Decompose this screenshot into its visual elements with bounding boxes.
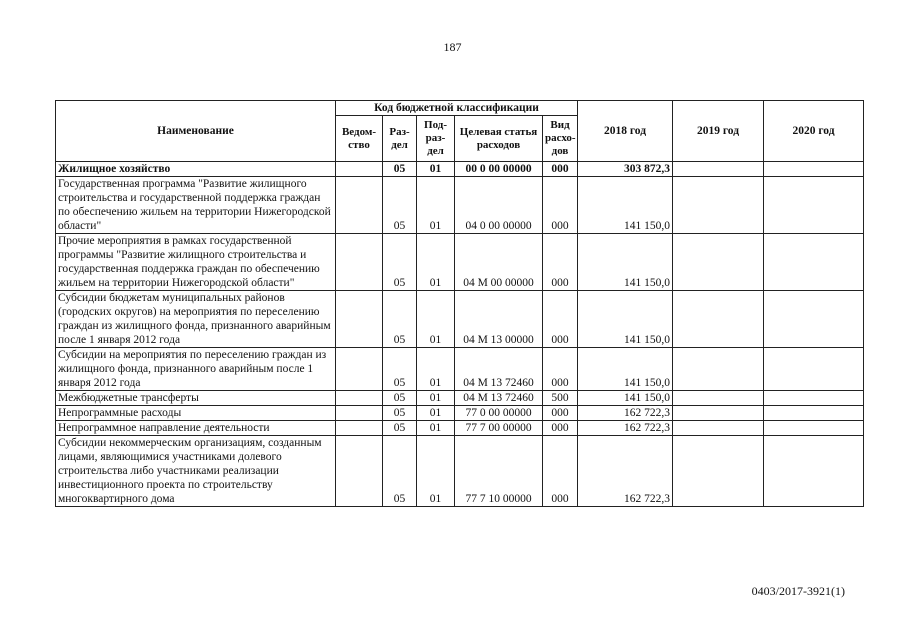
header-expense-type: Вид расхо-дов xyxy=(543,116,578,162)
row-amount-2019 xyxy=(673,177,764,234)
row-department xyxy=(336,421,383,436)
row-amount-2018: 141 150,0 xyxy=(578,391,673,406)
row-amount-2020 xyxy=(764,291,864,348)
row-amount-2020 xyxy=(764,177,864,234)
row-department xyxy=(336,391,383,406)
row-section: 05 xyxy=(383,436,417,507)
row-subsection: 01 xyxy=(417,391,455,406)
row-name: Непрограммные расходы xyxy=(56,406,336,421)
row-amount-2019 xyxy=(673,421,764,436)
row-section: 05 xyxy=(383,391,417,406)
table-row xyxy=(56,391,864,406)
row-amount-2020 xyxy=(764,162,864,177)
row-amount-2018: 141 150,0 xyxy=(578,177,673,234)
table-row xyxy=(56,291,864,348)
budget-table xyxy=(55,100,864,507)
row-section: 05 xyxy=(383,177,417,234)
row-department xyxy=(336,234,383,291)
row-amount-2020 xyxy=(764,421,864,436)
row-subsection: 01 xyxy=(417,291,455,348)
header-name: Наименование xyxy=(56,101,336,162)
row-subsection: 01 xyxy=(417,177,455,234)
header-section: Раз-дел xyxy=(383,116,417,162)
row-target: 04 М 13 72460 xyxy=(455,391,543,406)
row-expense-type: 000 xyxy=(543,234,578,291)
row-amount-2020 xyxy=(764,391,864,406)
row-name: Государственная программа "Развитие жилищного строительства и государственной поддержка граждан по обеспечению жильем на территории Нижегородской области" xyxy=(56,177,336,234)
row-subsection: 01 xyxy=(417,406,455,421)
row-amount-2020 xyxy=(764,234,864,291)
row-subsection: 01 xyxy=(417,421,455,436)
row-department xyxy=(336,436,383,507)
row-name: Субсидии бюджетам муниципальных районов (городских округов) на мероприятия по переселению граждан из жилищного фонда, признанного аварийным после 1 января 2012 года xyxy=(56,291,336,348)
table-row xyxy=(56,421,864,436)
row-section: 05 xyxy=(383,421,417,436)
row-expense-type: 500 xyxy=(543,391,578,406)
row-name: Прочие мероприятия в рамках государственной программы "Развитие жилищного строительства и государственная поддержка граждан по обеспечению жильем на территории Нижегородской области" xyxy=(56,234,336,291)
table-row xyxy=(56,348,864,391)
row-target: 77 0 00 00000 xyxy=(455,406,543,421)
row-name: Межбюджетные трансферты xyxy=(56,391,336,406)
row-section: 05 xyxy=(383,234,417,291)
row-amount-2019 xyxy=(673,406,764,421)
row-name: Непрограммное направление деятельности xyxy=(56,421,336,436)
table-row xyxy=(56,406,864,421)
row-subsection: 01 xyxy=(417,436,455,507)
row-amount-2018: 162 722,3 xyxy=(578,406,673,421)
row-amount-2020 xyxy=(764,406,864,421)
row-expense-type: 000 xyxy=(543,421,578,436)
row-expense-type: 000 xyxy=(543,177,578,234)
row-target: 04 М 13 00000 xyxy=(455,291,543,348)
row-section: 05 xyxy=(383,291,417,348)
row-amount-2018: 141 150,0 xyxy=(578,348,673,391)
row-name: Субсидии на мероприятия по переселению граждан из жилищного фонда, признанного аварийным после 1 января 2012 года xyxy=(56,348,336,391)
row-section: 05 xyxy=(383,162,417,177)
header-target-article: Целевая статья расходов xyxy=(455,116,543,162)
row-amount-2018: 162 722,3 xyxy=(578,421,673,436)
header-department: Ведом-ство xyxy=(336,116,383,162)
row-section: 05 xyxy=(383,348,417,391)
table-row xyxy=(56,177,864,234)
row-expense-type: 000 xyxy=(543,291,578,348)
row-subsection: 01 xyxy=(417,348,455,391)
row-amount-2019 xyxy=(673,348,764,391)
document-code: 0403/2017-3921(1) xyxy=(751,584,845,598)
row-department xyxy=(336,406,383,421)
row-expense-type: 000 xyxy=(543,348,578,391)
header-2019: 2019 год xyxy=(673,101,764,162)
row-name: Субсидии некоммерческим организациям, созданным лицами, являющимися участниками долевого строительства либо участниками реализации инвестиционного проекта по строительству многоквартирного дома xyxy=(56,436,336,507)
row-target: 04 М 13 72460 xyxy=(455,348,543,391)
table-row xyxy=(56,436,864,507)
row-amount-2020 xyxy=(764,436,864,507)
table-row xyxy=(56,162,864,177)
row-amount-2020 xyxy=(764,348,864,391)
row-department xyxy=(336,177,383,234)
header-2018: 2018 год xyxy=(578,101,673,162)
row-target: 00 0 00 00000 xyxy=(455,162,543,177)
row-department xyxy=(336,162,383,177)
row-section: 05 xyxy=(383,406,417,421)
row-target: 77 7 10 00000 xyxy=(455,436,543,507)
row-subsection: 01 xyxy=(417,162,455,177)
header-subsection: Под-раз-дел xyxy=(417,116,455,162)
row-target: 04 0 00 00000 xyxy=(455,177,543,234)
row-name: Жилищное хозяйство xyxy=(56,162,336,177)
table-row xyxy=(56,234,864,291)
row-subsection: 01 xyxy=(417,234,455,291)
row-expense-type: 000 xyxy=(543,406,578,421)
row-amount-2019 xyxy=(673,162,764,177)
row-amount-2019 xyxy=(673,291,764,348)
page-number: 187 xyxy=(443,40,462,54)
row-amount-2019 xyxy=(673,436,764,507)
row-target: 77 7 00 00000 xyxy=(455,421,543,436)
row-department xyxy=(336,348,383,391)
row-department xyxy=(336,291,383,348)
row-amount-2018: 141 150,0 xyxy=(578,234,673,291)
row-target: 04 М 00 00000 xyxy=(455,234,543,291)
row-amount-2018: 162 722,3 xyxy=(578,436,673,507)
header-2020: 2020 год xyxy=(764,101,864,162)
row-amount-2018: 303 872,3 xyxy=(578,162,673,177)
row-expense-type: 000 xyxy=(543,436,578,507)
row-expense-type: 000 xyxy=(543,162,578,177)
header-classification-code: Код бюджетной классификации xyxy=(336,101,578,116)
row-amount-2018: 141 150,0 xyxy=(578,291,673,348)
row-amount-2019 xyxy=(673,391,764,406)
row-amount-2019 xyxy=(673,234,764,291)
